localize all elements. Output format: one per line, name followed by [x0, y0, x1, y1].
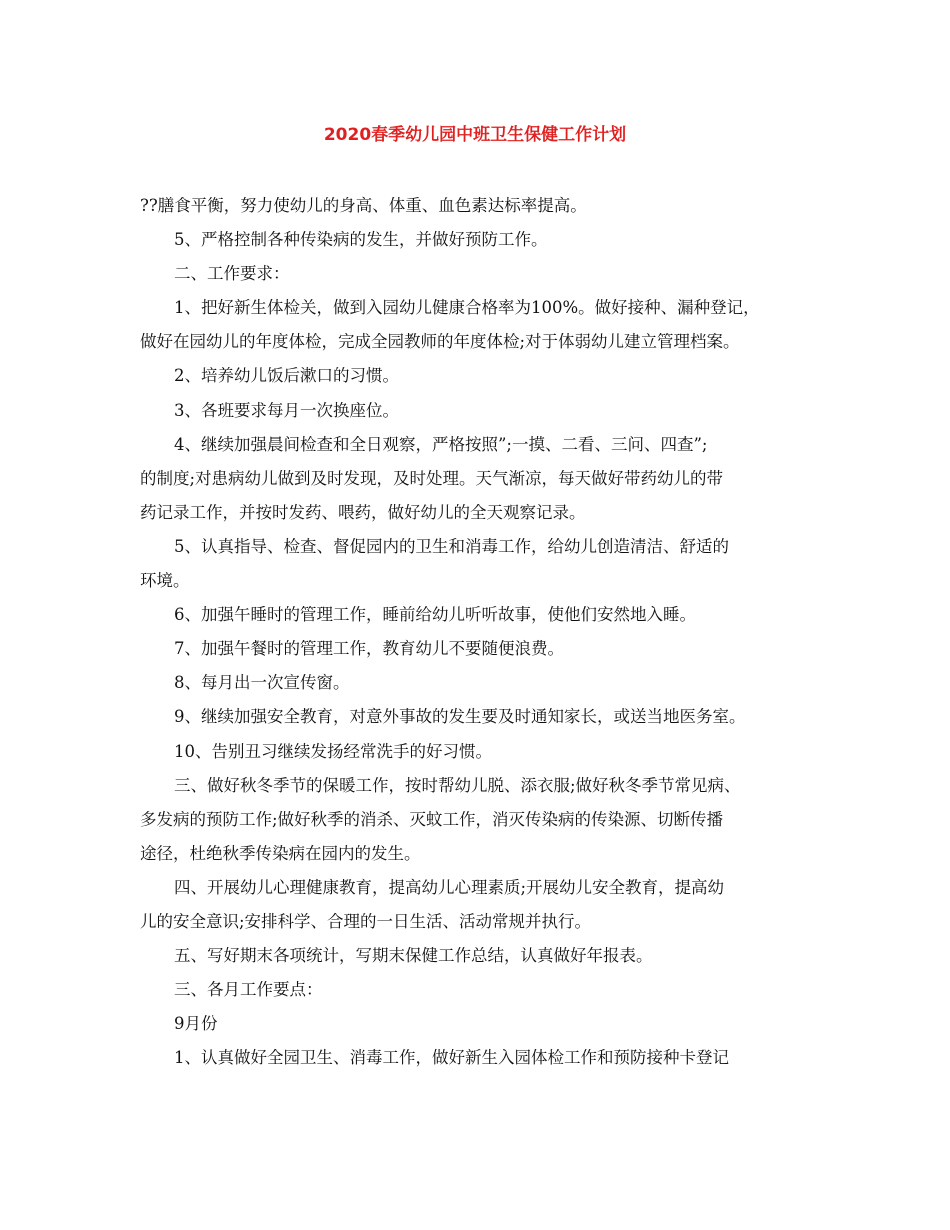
paragraph-line: 5、认真指导、检查、督促园内的卫生和消毒工作，给幼儿创造清洁、舒适的: [174, 536, 729, 556]
paragraph-line: 四、开展幼儿心理健康教育，提高幼儿心理素质;开展幼儿安全教育，提高幼: [174, 877, 725, 897]
paragraph-line: 1、把好新生体检关，做到入园幼儿健康合格率为100%。做好接种、漏种登记，: [174, 298, 760, 318]
paragraph-line: ??膳食平衡，努力使幼儿的身高、体重、血色素达标率提高。: [140, 196, 587, 215]
paragraph-line: 6、加强午睡时的管理工作，睡前给幼儿听听故事，使他们安然地入睡。: [174, 605, 696, 625]
paragraph-line: 1、认真做好全园卫生、消毒工作，做好新生入园体检工作和预防接种卡登记: [174, 1048, 729, 1068]
paragraph-line: 10、告别丑习继续发扬经常洗手的好习惯。: [174, 741, 492, 761]
paragraph-line: 儿的安全意识;安排科学、合理的一日生活、活动常规并执行。: [140, 911, 592, 931]
paragraph-line: 4、继续加强晨间检查和全日观察，严格按照”;一摸、二看、三问、四查”;: [174, 434, 708, 454]
paragraph-line: 2、培养幼儿饭后漱口的习惯。: [174, 366, 399, 386]
paragraph-line: 多发病的预防工作;做好秋季的消杀、灭蚊工作，消灭传染病的传染源、切断传播: [140, 809, 724, 829]
paragraph-line: 五、写好期末各项统计，写期末保健工作总结，认真做好年报表。: [174, 946, 653, 966]
paragraph-line: 9月份: [174, 1014, 218, 1034]
document-body: [140, 189, 815, 1075]
paragraph-line: 5、严格控制各种传染病的发生，并做好预防工作。: [174, 230, 548, 250]
paragraph-line: 三、做好秋冬季节的保暖工作，按时帮幼儿脱、添衣服;做好秋冬季节常见病、: [174, 775, 741, 795]
paragraph-line: 8、每月出一次宣传窗。: [174, 673, 350, 693]
paragraph-line: 三、各月工作要点：: [174, 980, 323, 1000]
paragraph-line: 的制度;对患病幼儿做到及时发现，及时处理。天气渐凉，每天做好带药幼儿的带: [140, 468, 724, 488]
paragraph-line: 途径，杜绝秋季传染病在园内的发生。: [140, 843, 421, 863]
paragraph-line: 7、加强午餐时的管理工作，教育幼儿不要随便浪费。: [174, 639, 564, 659]
paragraph-line: 二、工作要求：: [174, 264, 290, 284]
paragraph-line: 9、继续加强安全教育，对意外事故的发生要及时通知家长，或送当地医务室。: [174, 707, 746, 727]
paragraph-line: 3、各班要求每月一次换座位。: [174, 400, 399, 420]
paragraph-line: 药记录工作，并按时发药、喂药，做好幼儿的全天观察记录。: [140, 502, 586, 522]
paragraph-line: 环境。: [140, 571, 190, 591]
paragraph-line: 做好在园幼儿的年度体检，完成全园教师的年度体检;对于体弱幼儿建立管理档案。: [140, 332, 740, 352]
document-title: 2020春季幼儿园中班卫生保健工作计划: [323, 125, 627, 145]
